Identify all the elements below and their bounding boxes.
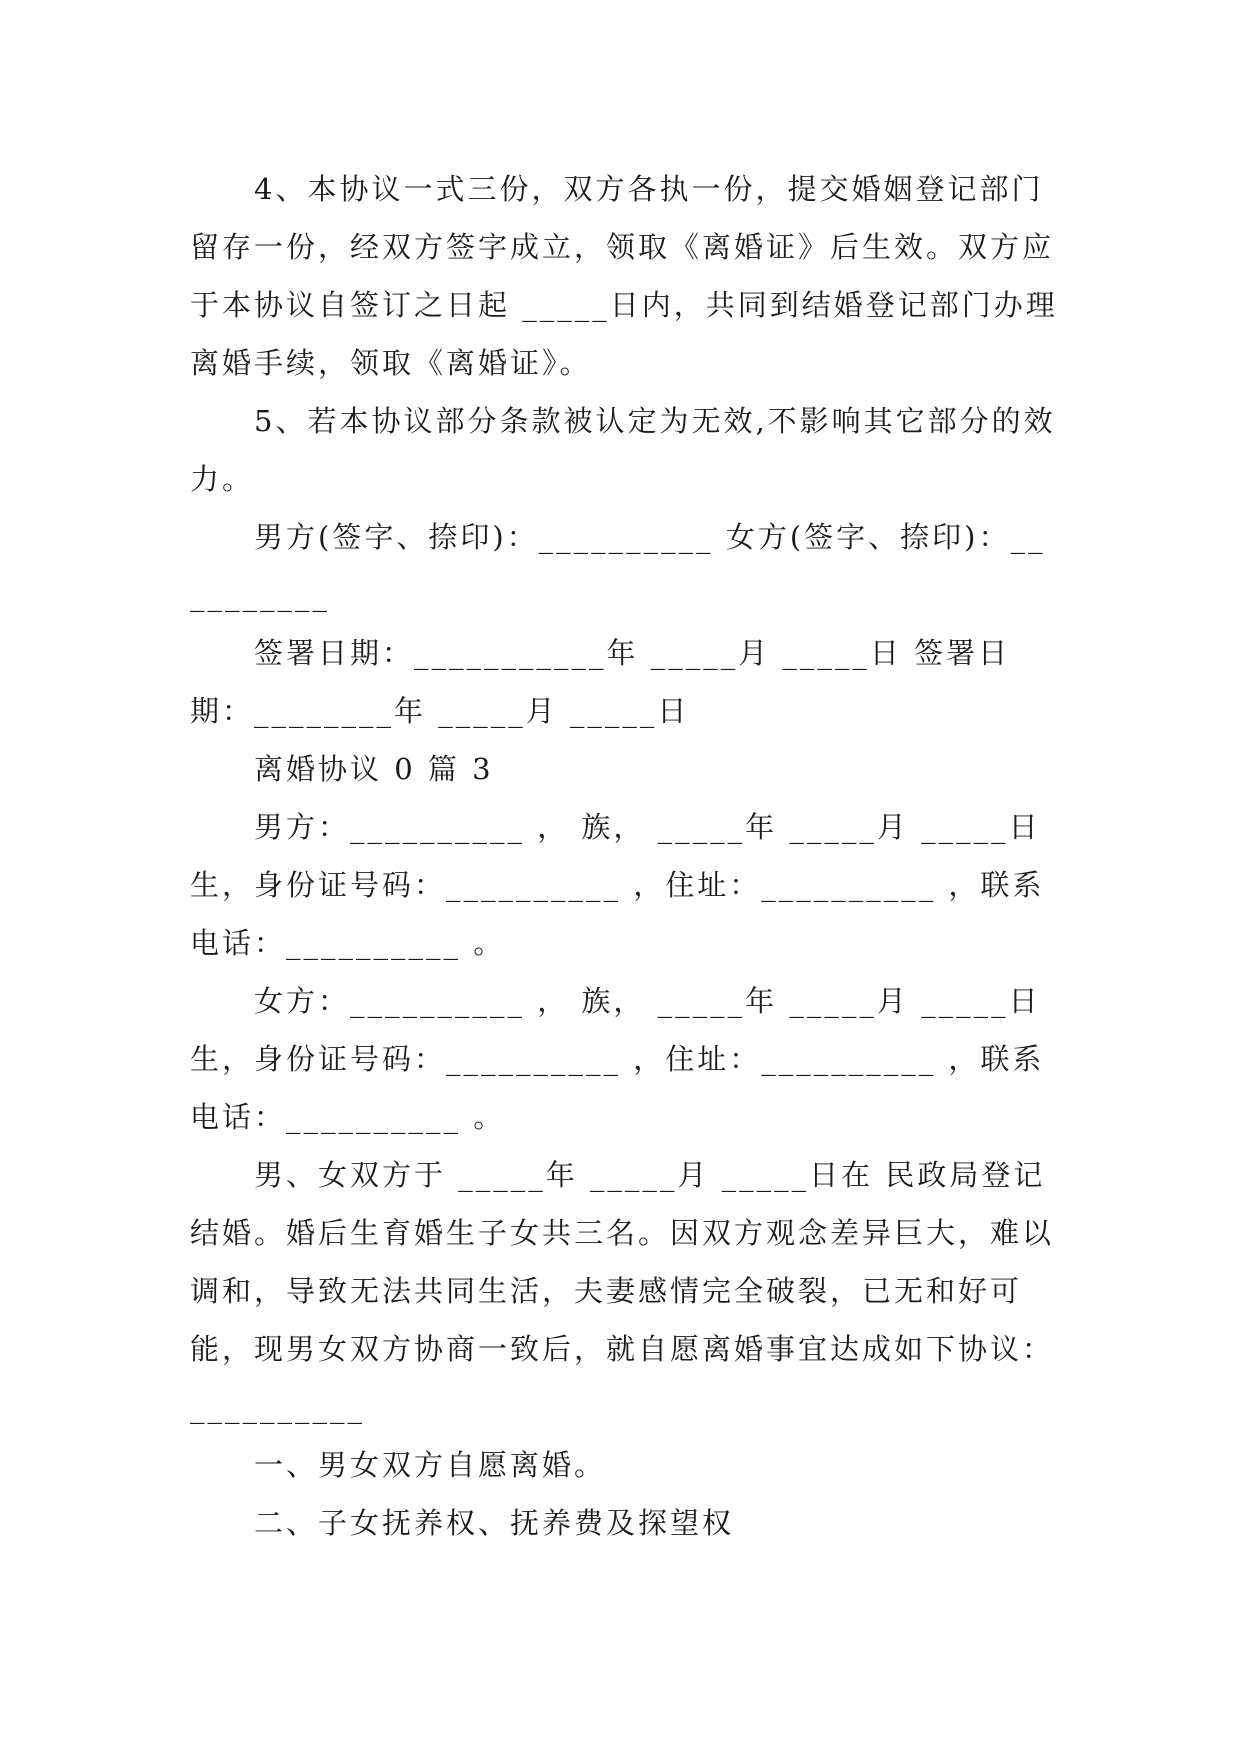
- female-party-info: 女方：__________ ， 族， _____年 _____月 _____日生，身份证号码：__________ ，住址：__________ ，联系电话：__________ 。: [190, 984, 1045, 1134]
- document-body: [190, 160, 1062, 1552]
- clause-two-heading: 二、子女抚养权、抚养费及探望权: [254, 1506, 735, 1540]
- clause-5-paragraph: 5、若本协议部分条款被认定为无效,不影响其它部分的效力。: [190, 404, 1056, 496]
- section-title: 离婚协议 0 篇 3: [254, 752, 494, 786]
- clause-4-paragraph: 4、本协议一式三份，双方各执一份，提交婚姻登记部门留存一份，经双方签字成立，领取《离婚证》后生效。双方应于本协议自签订之日起 _____日内，共同到结婚登记部门办理离婚手续，领取《离婚证》。: [190, 172, 1058, 380]
- clause-one-heading: 一、男女双方自愿离婚。: [254, 1448, 607, 1482]
- male-party-info: 男方：__________ ， 族， _____年 _____月 _____日生，身份证号码：__________ ，住址：__________ ，联系电话：__________ 。: [190, 810, 1045, 960]
- marriage-background-paragraph: 男、女双方于 _____年 _____月 _____日在 民政局登记结婚。婚后生育婚生子女共三名。因双方观念差异巨大，难以调和，导致无法共同生活，夫妻感情完全破裂，已无和好可能，现男女双方协商一致后，就自愿离婚事宜达成如下协议：__________: [190, 1158, 1055, 1424]
- signature-line: 男方(签字、捺印)：__________ 女方(签字、捺印)：__________: [190, 520, 1046, 612]
- signing-date-line: 签署日期：___________年 _____月 _____日 签署日期：________年 _____月 _____日: [190, 636, 1011, 728]
